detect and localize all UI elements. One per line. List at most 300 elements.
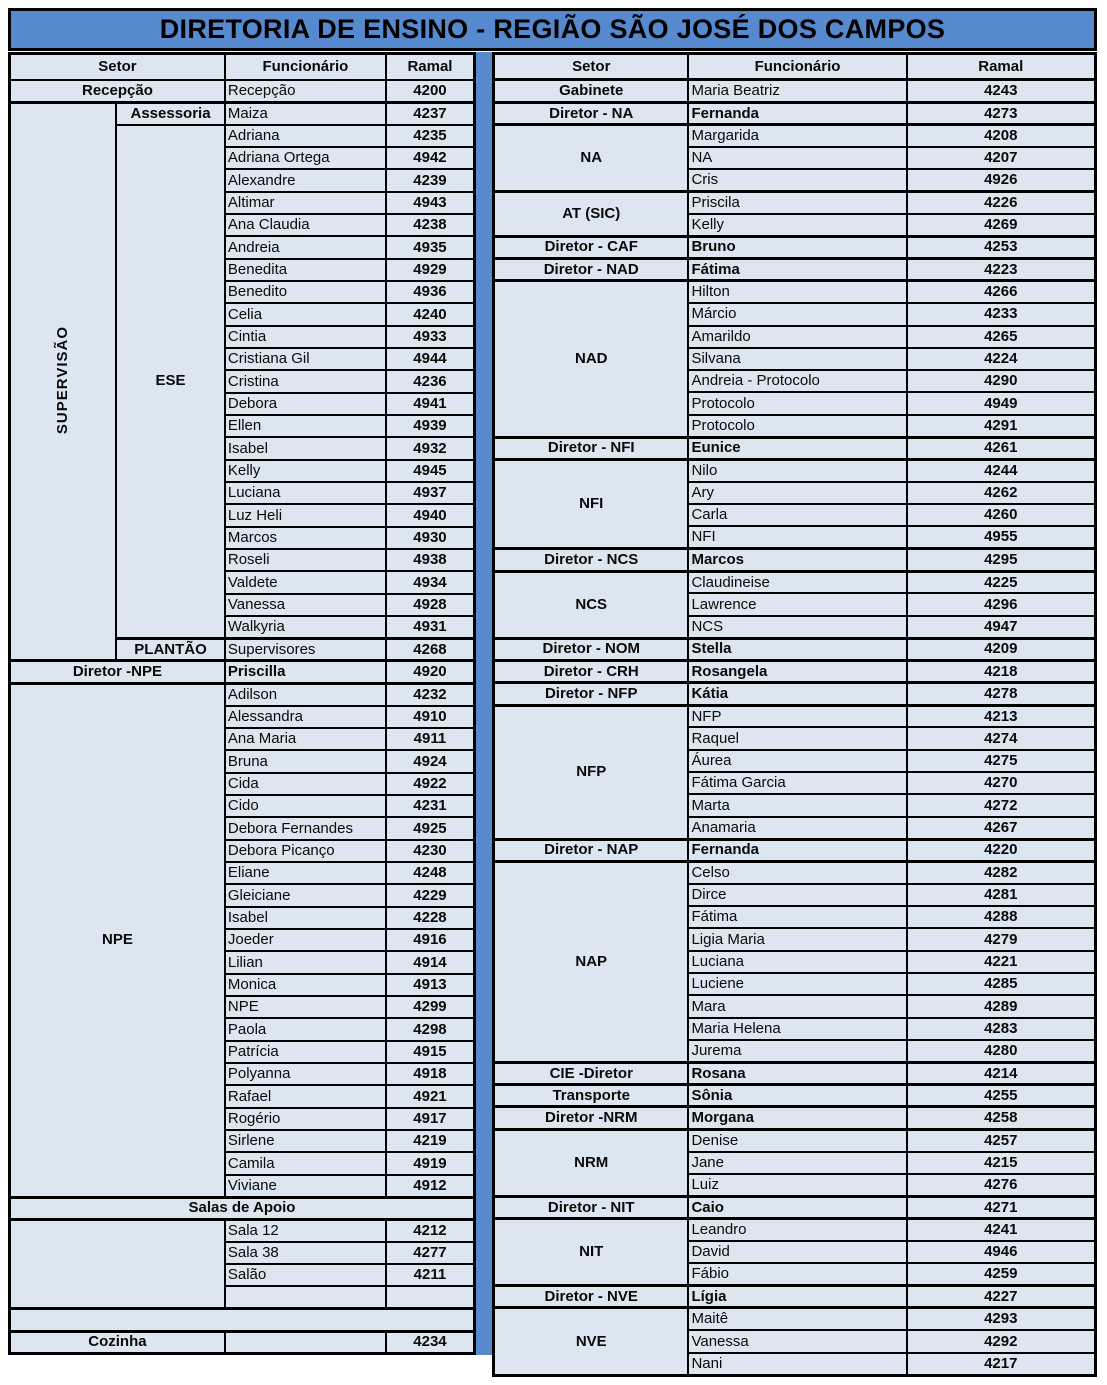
extension-cell: 4235 <box>386 125 475 147</box>
sector-cell: Diretor - NAP <box>494 839 689 861</box>
directory-row <box>494 1129 1096 1151</box>
employee-cell: Benedita <box>225 259 386 281</box>
employee-cell: Leandro <box>688 1219 906 1241</box>
sector-cell: NA <box>494 125 689 192</box>
extension-cell: 4268 <box>386 639 475 661</box>
directory-row <box>10 80 475 102</box>
extension-cell: 4209 <box>907 638 1096 660</box>
employee-cell: NA <box>688 147 906 169</box>
directory-row <box>494 660 1096 682</box>
directory-row <box>494 549 1096 571</box>
extension-cell: 4946 <box>907 1241 1096 1263</box>
left-table-body <box>10 54 475 1354</box>
extension-cell: 4918 <box>386 1063 475 1085</box>
employee-cell: Vanessa <box>688 1330 906 1352</box>
employee-cell: David <box>688 1241 906 1263</box>
employee-cell: Morgana <box>688 1107 906 1129</box>
extension-cell: 4275 <box>907 750 1096 772</box>
directory-row <box>494 638 1096 660</box>
extension-cell: 4214 <box>907 1062 1096 1084</box>
extension-cell: 4938 <box>386 549 475 571</box>
extension-cell: 4223 <box>907 259 1096 281</box>
extension-cell: 4295 <box>907 549 1096 571</box>
extension-cell: 4228 <box>386 907 475 929</box>
extension-cell: 4939 <box>386 415 475 437</box>
extension-cell: 4237 <box>386 102 475 124</box>
sector-cell: Diretor - NIT <box>494 1196 689 1218</box>
extension-cell: 4915 <box>386 1041 475 1063</box>
extension-cell: 4273 <box>907 102 1096 124</box>
employee-cell: Bruna <box>225 750 386 772</box>
sector-cell: NCS <box>494 571 689 638</box>
extension-cell: 4262 <box>907 482 1096 504</box>
sector-cell: Transporte <box>494 1085 689 1107</box>
employee-cell: Márcio <box>688 303 906 325</box>
extension-cell: 4266 <box>907 281 1096 303</box>
extension-cell: 4925 <box>386 817 475 839</box>
extension-cell: 4931 <box>386 616 475 638</box>
directory-row <box>494 80 1096 102</box>
sector-cell: Diretor - NVE <box>494 1286 689 1308</box>
employee-cell: Debora <box>225 393 386 415</box>
employee-cell: Eliane <box>225 862 386 884</box>
right-directory-table <box>492 52 1097 1377</box>
sector-cell: NRM <box>494 1129 689 1196</box>
extension-cell: 4207 <box>907 147 1096 169</box>
extension-cell: 4921 <box>386 1085 475 1107</box>
sector-cell: Cozinha <box>10 1331 225 1353</box>
extension-cell <box>386 1286 475 1308</box>
extension-cell: 4248 <box>386 862 475 884</box>
employee-cell: NCS <box>688 616 906 638</box>
employee-cell: Eunice <box>688 437 906 459</box>
extension-cell: 4208 <box>907 125 1096 147</box>
extension-cell: 4220 <box>907 839 1096 861</box>
directory-row <box>494 102 1096 124</box>
extension-cell: 4213 <box>907 705 1096 727</box>
employee-cell: Debora Fernandes <box>225 817 386 839</box>
extension-cell: 4211 <box>386 1264 475 1286</box>
employee-cell: Carla <box>688 504 906 526</box>
employee-cell: Jurema <box>688 1040 906 1062</box>
employee-cell: Raquel <box>688 727 906 749</box>
extension-cell: 4261 <box>907 437 1096 459</box>
directory-row <box>494 1062 1096 1084</box>
employee-cell: Andreia <box>225 236 386 258</box>
employee-cell: Rosangela <box>688 660 906 682</box>
employee-cell: Anamaria <box>688 817 906 839</box>
extension-cell: 4922 <box>386 773 475 795</box>
employee-cell: Maria Helena <box>688 1018 906 1040</box>
employee-cell: Amarildo <box>688 326 906 348</box>
extension-cell: 4928 <box>386 594 475 616</box>
employee-cell: Gleiciane <box>225 884 386 906</box>
sector-cell: NFI <box>494 459 689 548</box>
directory-row <box>10 102 475 124</box>
table-gap-stripe <box>476 52 492 1355</box>
sector-cell: NAP <box>494 861 689 1062</box>
employee-cell: Fátima <box>688 259 906 281</box>
employee-cell: Fernanda <box>688 102 906 124</box>
extension-cell: 4255 <box>907 1085 1096 1107</box>
employee-cell: Kelly <box>688 214 906 236</box>
employee-cell: Cintia <box>225 326 386 348</box>
extension-cell: 4267 <box>907 817 1096 839</box>
extension-cell: 4296 <box>907 593 1096 615</box>
employee-cell: Paola <box>225 1018 386 1040</box>
directory-row <box>494 1085 1096 1107</box>
directory-row <box>494 1219 1096 1241</box>
employee-cell: Maria Beatriz <box>688 80 906 102</box>
extension-cell: 4240 <box>386 303 475 325</box>
employee-cell <box>225 1331 386 1353</box>
extension-cell: 4225 <box>907 571 1096 593</box>
employee-cell: Salão <box>225 1264 386 1286</box>
sector-cell: AT (SIC) <box>494 192 689 237</box>
employee-cell: Cido <box>225 795 386 817</box>
employee-cell: Maitê <box>688 1308 906 1330</box>
employee-cell: Celia <box>225 303 386 325</box>
extension-cell: 4215 <box>907 1152 1096 1174</box>
extension-cell: 4299 <box>386 996 475 1018</box>
sector-cell: NIT <box>494 1219 689 1286</box>
employee-cell: Cristina <box>225 370 386 392</box>
employee-cell: Viviane <box>225 1175 386 1197</box>
extension-cell: 4218 <box>907 660 1096 682</box>
directory-row <box>494 192 1096 214</box>
right-table-body <box>494 54 1096 1376</box>
extension-cell: 4913 <box>386 974 475 996</box>
directory-row <box>494 861 1096 883</box>
employee-cell: Kátia <box>688 683 906 705</box>
directory-row <box>10 1197 475 1219</box>
extension-cell: 4924 <box>386 750 475 772</box>
extension-cell: 4280 <box>907 1040 1096 1062</box>
page-title: DIRETORIA DE ENSINO - REGIÃO SÃO JOSÉ DOS CAMPOS <box>8 8 1097 51</box>
extension-cell: 4949 <box>907 392 1096 414</box>
employee-cell: Caio <box>688 1196 906 1218</box>
extension-cell: 4229 <box>386 884 475 906</box>
extension-cell: 4285 <box>907 973 1096 995</box>
sector-cell: ESE <box>116 125 225 639</box>
extension-cell: 4911 <box>386 728 475 750</box>
employee-cell: Claudineise <box>688 571 906 593</box>
directory-row <box>10 1309 475 1331</box>
column-header-cell: Setor <box>10 54 225 80</box>
extension-cell: 4238 <box>386 214 475 236</box>
extension-cell: 4940 <box>386 504 475 526</box>
employee-cell: Valdete <box>225 571 386 593</box>
employee-cell: Ana Claudia <box>225 214 386 236</box>
directory-row <box>494 705 1096 727</box>
employee-cell: Rosana <box>688 1062 906 1084</box>
divider-band-cell <box>10 1309 475 1331</box>
extension-cell: 4239 <box>386 169 475 191</box>
extension-cell: 4269 <box>907 214 1096 236</box>
employee-cell: Patrícia <box>225 1041 386 1063</box>
sector-group-label: SUPERVISÃO <box>54 325 72 434</box>
employee-cell: Cris <box>688 169 906 191</box>
employee-cell: Luciene <box>688 973 906 995</box>
employee-cell: Cristiana Gil <box>225 348 386 370</box>
directory-row <box>494 1286 1096 1308</box>
employee-cell: Bruno <box>688 236 906 258</box>
employee-cell: Marcos <box>225 527 386 549</box>
employee-cell: Monica <box>225 974 386 996</box>
employee-cell: Joeder <box>225 929 386 951</box>
column-header-cell: Funcionário <box>688 54 906 80</box>
employee-cell: Nilo <box>688 459 906 481</box>
employee-cell: Maiza <box>225 102 386 124</box>
sector-cell: Diretor -NRM <box>494 1107 689 1129</box>
employee-cell: Benedito <box>225 281 386 303</box>
directory-row <box>494 437 1096 459</box>
sector-cell: Diretor - NA <box>494 102 689 124</box>
employee-cell: Sônia <box>688 1085 906 1107</box>
extension-cell: 4219 <box>386 1130 475 1152</box>
sector-cell: NPE <box>10 683 225 1197</box>
employee-cell: Ary <box>688 482 906 504</box>
extension-cell: 4265 <box>907 326 1096 348</box>
extension-cell: 4932 <box>386 437 475 459</box>
directory-row <box>10 683 475 705</box>
directory-row <box>10 661 475 683</box>
extension-cell: 4293 <box>907 1308 1096 1330</box>
header-row <box>494 54 1096 80</box>
directory-row <box>494 571 1096 593</box>
directory-row <box>494 1308 1096 1330</box>
extension-cell: 4271 <box>907 1196 1096 1218</box>
extension-cell: 4937 <box>386 482 475 504</box>
extension-cell: 4281 <box>907 884 1096 906</box>
extension-cell: 4920 <box>386 661 475 683</box>
employee-cell: NFI <box>688 526 906 548</box>
employee-cell: Dirce <box>688 884 906 906</box>
sector-cell: Diretor - NOM <box>494 638 689 660</box>
employee-cell: Sirlene <box>225 1130 386 1152</box>
employee-cell: Margarida <box>688 125 906 147</box>
column-header-cell: Ramal <box>386 54 475 80</box>
extension-cell: 4217 <box>907 1353 1096 1376</box>
extension-cell: 4291 <box>907 415 1096 437</box>
extension-cell: 4226 <box>907 192 1096 214</box>
extension-cell: 4231 <box>386 795 475 817</box>
directory-row <box>494 1196 1096 1218</box>
extension-cell: 4274 <box>907 727 1096 749</box>
extension-cell: 4933 <box>386 326 475 348</box>
extension-cell: 4943 <box>386 192 475 214</box>
extension-cell: 4278 <box>907 683 1096 705</box>
extension-cell: 4224 <box>907 348 1096 370</box>
directory-row <box>494 683 1096 705</box>
employee-cell: Stella <box>688 638 906 660</box>
employee-cell: Roseli <box>225 549 386 571</box>
directory-row <box>494 281 1096 303</box>
employee-cell: Luz Heli <box>225 504 386 526</box>
directory-row <box>494 1107 1096 1129</box>
extension-cell: 4230 <box>386 840 475 862</box>
employee-cell: Alexandre <box>225 169 386 191</box>
extension-cell: 4934 <box>386 571 475 593</box>
extension-cell: 4947 <box>907 616 1096 638</box>
extension-cell: 4200 <box>386 80 475 102</box>
employee-cell: Lawrence <box>688 593 906 615</box>
directory-row <box>494 839 1096 861</box>
extension-cell: 4243 <box>907 80 1096 102</box>
employee-cell: Fernanda <box>688 839 906 861</box>
extension-cell: 4919 <box>386 1152 475 1174</box>
employee-cell: Hilton <box>688 281 906 303</box>
employee-cell: Luciana <box>225 482 386 504</box>
extension-cell: 4298 <box>386 1018 475 1040</box>
employee-cell: Nani <box>688 1353 906 1376</box>
employee-cell: Debora Picanço <box>225 840 386 862</box>
extension-cell: 4260 <box>907 504 1096 526</box>
sector-cell: Diretor - NCS <box>494 549 689 571</box>
sector-cell: Recepção <box>10 80 225 102</box>
extension-cell: 4912 <box>386 1175 475 1197</box>
employee-cell: Fátima Garcia <box>688 772 906 794</box>
employee-cell: Fábio <box>688 1263 906 1285</box>
employee-cell: Marta <box>688 794 906 816</box>
employee-cell: Vanessa <box>225 594 386 616</box>
sector-cell: Salas de Apoio <box>10 1197 475 1219</box>
extension-cell: 4955 <box>907 526 1096 548</box>
employee-cell: Lígia <box>688 1286 906 1308</box>
extension-cell: 4941 <box>386 393 475 415</box>
sector-cell: Diretor - NAD <box>494 259 689 281</box>
employee-cell: Altimar <box>225 192 386 214</box>
employee-cell: Rogério <box>225 1108 386 1130</box>
employee-cell: Priscila <box>688 192 906 214</box>
employee-cell: Celso <box>688 861 906 883</box>
employee-cell: Isabel <box>225 907 386 929</box>
sector-cell: Diretor - CRH <box>494 660 689 682</box>
employee-cell: Lilian <box>225 951 386 973</box>
employee-cell: Luciana <box>688 951 906 973</box>
extension-cell: 4233 <box>907 303 1096 325</box>
extension-cell: 4272 <box>907 794 1096 816</box>
extension-cell: 4926 <box>907 169 1096 191</box>
employee-cell: Protocolo <box>688 415 906 437</box>
extension-cell: 4945 <box>386 460 475 482</box>
extension-cell: 4277 <box>386 1242 475 1264</box>
extension-cell: 4212 <box>386 1219 475 1241</box>
sector-cell: Gabinete <box>494 80 689 102</box>
extension-cell: 4221 <box>907 951 1096 973</box>
extension-cell: 4930 <box>386 527 475 549</box>
sector-cell: NAD <box>494 281 689 437</box>
employee-cell: NPE <box>225 996 386 1018</box>
extension-cell: 4232 <box>386 683 475 705</box>
employee-cell: Camila <box>225 1152 386 1174</box>
employee-cell: Rafael <box>225 1085 386 1107</box>
employee-cell: Adriana <box>225 125 386 147</box>
employee-cell: NFP <box>688 705 906 727</box>
employee-cell: Recepção <box>225 80 386 102</box>
column-header-cell: Funcionário <box>225 54 386 80</box>
sector-cell: Diretor - NFP <box>494 683 689 705</box>
sector-cell: PLANTÃO <box>116 639 225 661</box>
extension-cell: 4236 <box>386 370 475 392</box>
extension-cell: 4270 <box>907 772 1096 794</box>
column-header-cell: Setor <box>494 54 689 80</box>
sector-group-cell <box>10 102 117 661</box>
employee-cell: Polyanna <box>225 1063 386 1085</box>
employee-cell: Áurea <box>688 750 906 772</box>
extension-cell: 4227 <box>907 1286 1096 1308</box>
directory-row <box>494 459 1096 481</box>
left-directory-table <box>8 52 476 1355</box>
extension-cell: 4289 <box>907 995 1096 1017</box>
employee-cell: Mara <box>688 995 906 1017</box>
employee-cell: Supervisores <box>225 639 386 661</box>
employee-cell: Sala 38 <box>225 1242 386 1264</box>
employee-cell: Andreia - Protocolo <box>688 370 906 392</box>
extension-cell: 4234 <box>386 1331 475 1353</box>
extension-cell: 4942 <box>386 147 475 169</box>
employee-cell: Ana Maria <box>225 728 386 750</box>
extension-cell: 4253 <box>907 236 1096 258</box>
sector-cell: NVE <box>494 1308 689 1376</box>
employee-cell: Protocolo <box>688 392 906 414</box>
employee-cell: Adilson <box>225 683 386 705</box>
directory-row <box>10 1219 475 1241</box>
employee-cell: Jane <box>688 1152 906 1174</box>
extension-cell: 4282 <box>907 861 1096 883</box>
employee-cell: Luiz <box>688 1174 906 1196</box>
employee-cell: Adriana Ortega <box>225 147 386 169</box>
extension-cell: 4944 <box>386 348 475 370</box>
extension-cell: 4916 <box>386 929 475 951</box>
header-row <box>10 54 475 80</box>
extension-cell: 4241 <box>907 1219 1096 1241</box>
employee-cell: Cida <box>225 773 386 795</box>
extension-cell: 4288 <box>907 906 1096 928</box>
extension-cell: 4936 <box>386 281 475 303</box>
employee-cell: Priscilla <box>225 661 386 683</box>
employee-cell: Kelly <box>225 460 386 482</box>
sector-cell: Diretor - CAF <box>494 236 689 258</box>
extension-cell: 4259 <box>907 1263 1096 1285</box>
employee-cell: Walkyria <box>225 616 386 638</box>
empty-sector-cell <box>10 1219 225 1308</box>
employee-cell <box>225 1286 386 1308</box>
extension-cell: 4276 <box>907 1174 1096 1196</box>
directory-row <box>494 236 1096 258</box>
extension-cell: 4910 <box>386 706 475 728</box>
extension-cell: 4290 <box>907 370 1096 392</box>
extension-cell: 4258 <box>907 1107 1096 1129</box>
extension-cell: 4279 <box>907 928 1096 950</box>
employee-cell: Silvana <box>688 348 906 370</box>
employee-cell: Fátima <box>688 906 906 928</box>
extension-cell: 4914 <box>386 951 475 973</box>
employee-cell: Ellen <box>225 415 386 437</box>
extension-cell: 4935 <box>386 236 475 258</box>
employee-cell: Isabel <box>225 437 386 459</box>
column-header-cell: Ramal <box>907 54 1096 80</box>
directory-row <box>494 259 1096 281</box>
directory-row <box>494 125 1096 147</box>
sector-cell: CIE -Diretor <box>494 1062 689 1084</box>
sector-cell: NFP <box>494 705 689 839</box>
employee-cell: Denise <box>688 1129 906 1151</box>
sector-cell: Diretor - NFI <box>494 437 689 459</box>
sector-cell: Assessoria <box>116 102 225 124</box>
extension-cell: 4244 <box>907 459 1096 481</box>
employee-cell: Alessandra <box>225 706 386 728</box>
